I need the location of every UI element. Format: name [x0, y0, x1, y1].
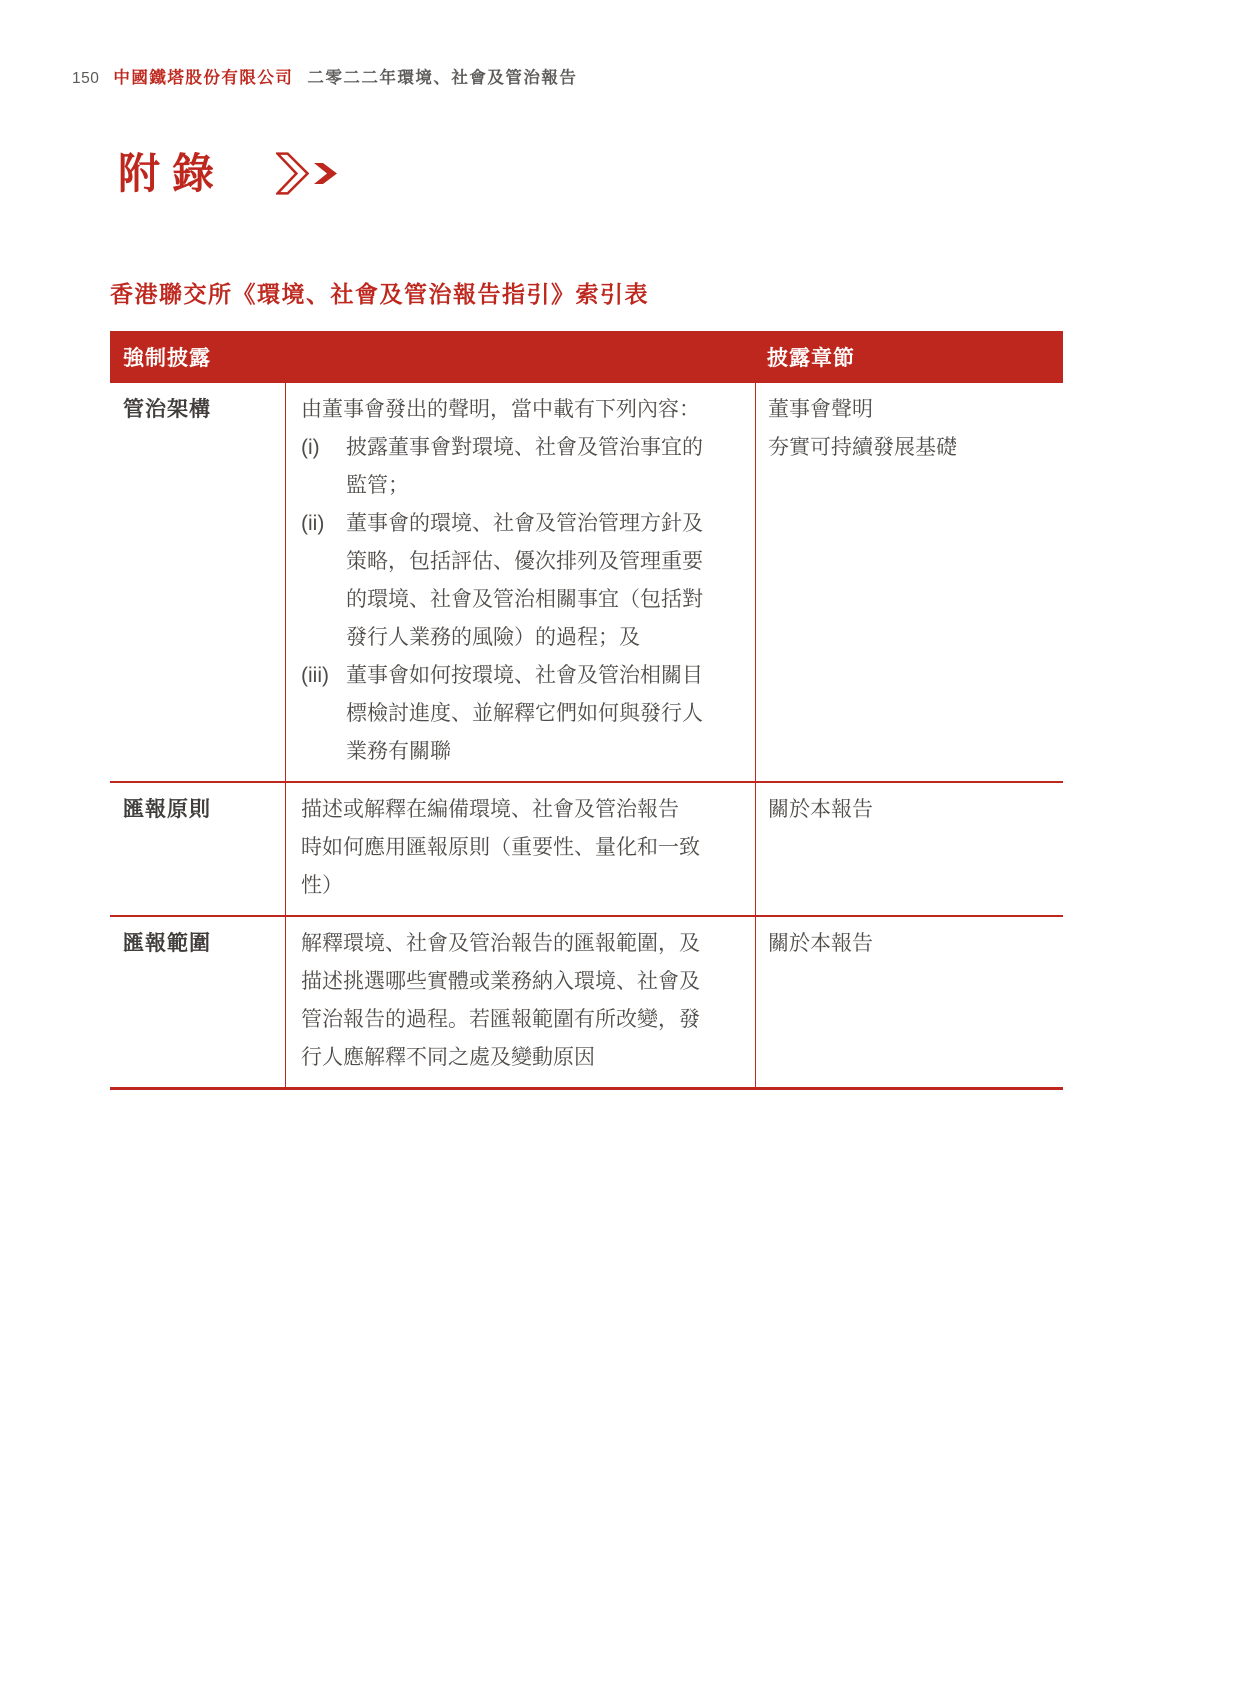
row-requirement [285, 383, 755, 781]
text-line: 由董事會發出的聲明，當中載有下列內容： [301, 398, 700, 421]
text-line: 描述挑選哪些實體或業務納入環境、社會及 [301, 970, 700, 993]
text-line: 策略，包括評估、優次排列及管理重要 [346, 550, 703, 573]
text-line: 夯實可持續發展基礎 [768, 436, 957, 459]
text-line: 性） [301, 874, 343, 897]
text-line: 發行人業務的風險）的過程；及 [346, 626, 640, 649]
table-body [110, 383, 1063, 1090]
row-chapter [755, 783, 1063, 915]
page-header [72, 64, 577, 88]
list-item [301, 657, 751, 771]
list-item-marker: (i) [301, 436, 320, 459]
column-header-mandatory-disclosure: 強制披露 [123, 347, 211, 370]
list-item-marker: (ii) [301, 512, 325, 535]
text-line: 時如何應用匯報原則（重要性、量化和一致 [301, 836, 700, 859]
text-line: 業務有關聯 [346, 740, 451, 763]
text-line: 監管； [346, 474, 409, 497]
text-line: 管治報告的過程。若匯報範圍有所改變，發 [301, 1008, 700, 1031]
text-line: 行人應解釋不同之處及變動原因 [301, 1046, 595, 1069]
column-header-disclosure-chapter: 披露章節 [767, 347, 855, 370]
list-item-text [346, 429, 703, 505]
text-line: 解釋環境、社會及管治報告的匯報範圍，及 [301, 932, 700, 955]
row-label: 管治架構 [123, 398, 211, 421]
text-line: 披露董事會對環境、社會及管治事宜的 [346, 436, 703, 459]
esg-index-table [110, 331, 1063, 1090]
chevron-icons [276, 152, 337, 195]
row-requirement [285, 783, 755, 915]
text-line: 描述或解釋在編備環境、社會及管治報告 [301, 798, 679, 821]
table-row [110, 383, 1063, 781]
row-label: 匯報範圍 [123, 932, 211, 955]
list-item-marker: (iii) [301, 664, 329, 687]
text-line: 的環境、社會及管治相關事宜（包括對 [346, 588, 703, 611]
table-header-row [110, 331, 1063, 383]
list-item-text [346, 657, 703, 771]
text-line: 關於本報告 [768, 932, 873, 955]
table-row [110, 781, 1063, 915]
row-requirement [285, 917, 755, 1087]
table-caption: 香港聯交所《環境、社會及管治報告指引》索引表 [110, 281, 649, 307]
chevron-solid-icon [314, 163, 337, 184]
page-number: 150 [72, 70, 100, 87]
text-line: 董事會聲明 [768, 398, 873, 421]
table-row [110, 915, 1063, 1087]
report-title: 二零二二年環境、社會及管治報告 [307, 69, 578, 87]
text-line: 標檢討進度、並解釋它們如何與發行人 [346, 702, 703, 725]
appendix-title: 附錄 [118, 149, 227, 197]
text-line: 董事會如何按環境、社會及管治相關目 [346, 664, 703, 687]
text-line: 關於本報告 [768, 798, 873, 821]
company-name: 中國鐵塔股份有限公司 [113, 69, 294, 87]
row-label: 匯報原則 [123, 798, 211, 821]
list-item [301, 429, 751, 505]
text-line: 董事會的環境、社會及管治管理方針及 [346, 512, 703, 535]
row-chapter [755, 917, 1063, 1087]
list-item [301, 505, 751, 657]
section-heading [118, 149, 337, 197]
row-chapter [755, 383, 1063, 781]
chevron-outline-icon [276, 152, 309, 195]
list-item-text [346, 505, 703, 657]
